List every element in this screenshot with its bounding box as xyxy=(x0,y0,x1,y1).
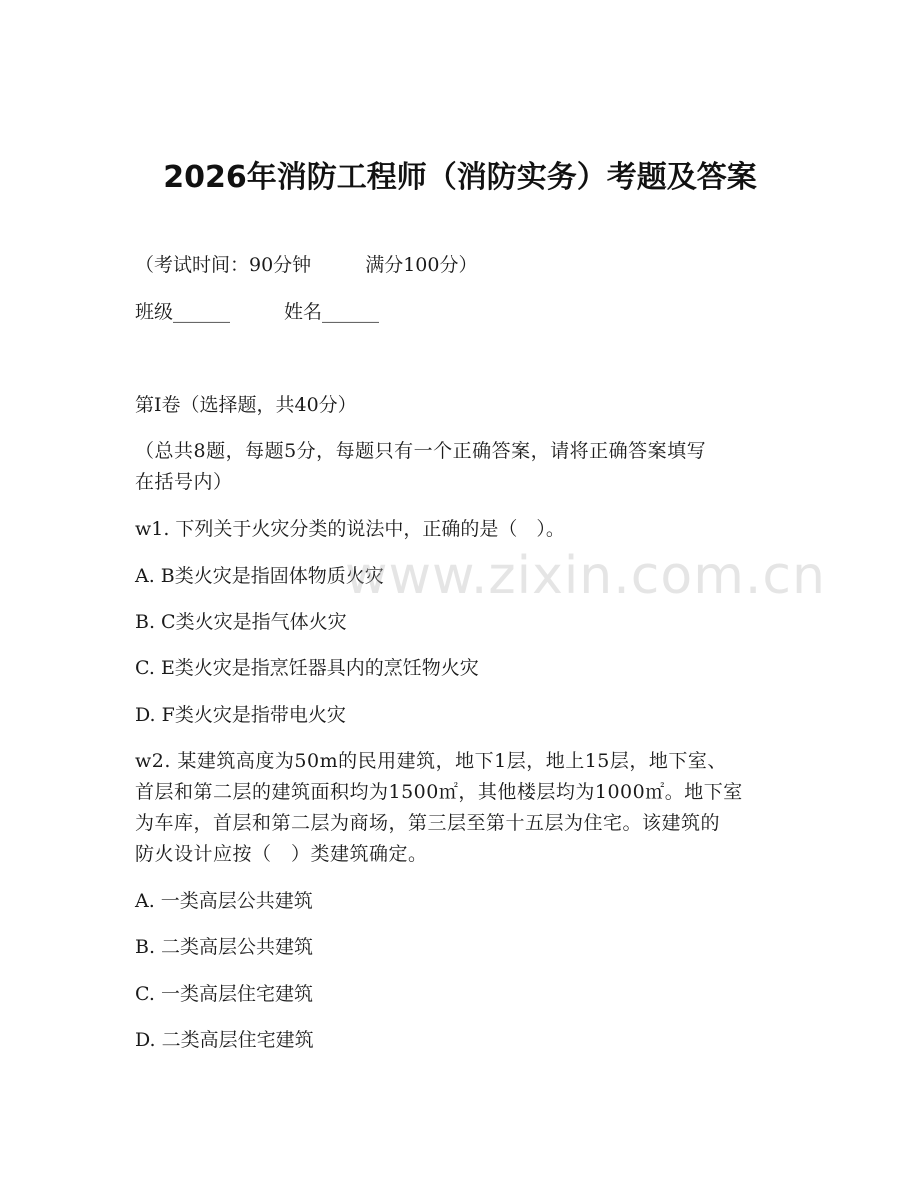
question-1-option-b: B. C类火灾是指气体火灾 xyxy=(135,611,347,633)
class-label: 班级______ xyxy=(135,301,231,323)
question-2-stem xyxy=(135,746,785,870)
student-info-line xyxy=(135,297,379,327)
question-2-stem-line: 为车库，首层和第二层为商场，第三层至第十五层为住宅。该建筑的 xyxy=(135,812,721,834)
question-2-option-b: B. 二类高层公共建筑 xyxy=(135,936,314,958)
document-title: 2026年消防工程师（消防实务）考题及答案 xyxy=(163,160,757,195)
question-2-option-a: A. 一类高层公共建筑 xyxy=(135,890,313,912)
instructions-line-2: 在括号内） xyxy=(135,471,233,493)
instructions xyxy=(135,436,785,498)
question-1-option-a: A. B类火灾是指固体物质火灾 xyxy=(135,565,384,587)
question-2-option-d: D. 二类高层住宅建筑 xyxy=(135,1029,314,1051)
full-score: 满分100分） xyxy=(365,254,478,276)
watermark: www.zixin.com.cn xyxy=(345,546,826,606)
question-2-stem-line: 防火设计应按（ ）类建筑确定。 xyxy=(135,843,428,865)
name-label: 姓名______ xyxy=(284,301,380,323)
question-2-stem-line: w2. 某建筑高度为50m的民用建筑，地下1层，地上15层，地下室、 xyxy=(135,750,727,772)
question-1-stem: w1. 下列关于火灾分类的说法中，正确的是（ ）。 xyxy=(135,518,565,540)
section-title: 第I卷（选择题，共40分） xyxy=(135,394,357,416)
exam-info-line xyxy=(135,250,477,280)
exam-time: （考试时间：90分钟 xyxy=(135,254,312,276)
question-1-option-c: C. E类火灾是指烹饪器具内的烹饪物火灾 xyxy=(135,657,479,679)
instructions-line-1: （总共8题，每题5分，每题只有一个正确答案，请将正确答案填写 xyxy=(135,440,707,462)
question-2-stem-line: 首层和第二层的建筑面积均为1500㎡，其他楼层均为1000㎡。地下室 xyxy=(135,781,743,803)
question-2-option-c: C. 一类高层住宅建筑 xyxy=(135,983,313,1005)
question-1-option-d: D. F类火灾是指带电火灾 xyxy=(135,704,346,726)
